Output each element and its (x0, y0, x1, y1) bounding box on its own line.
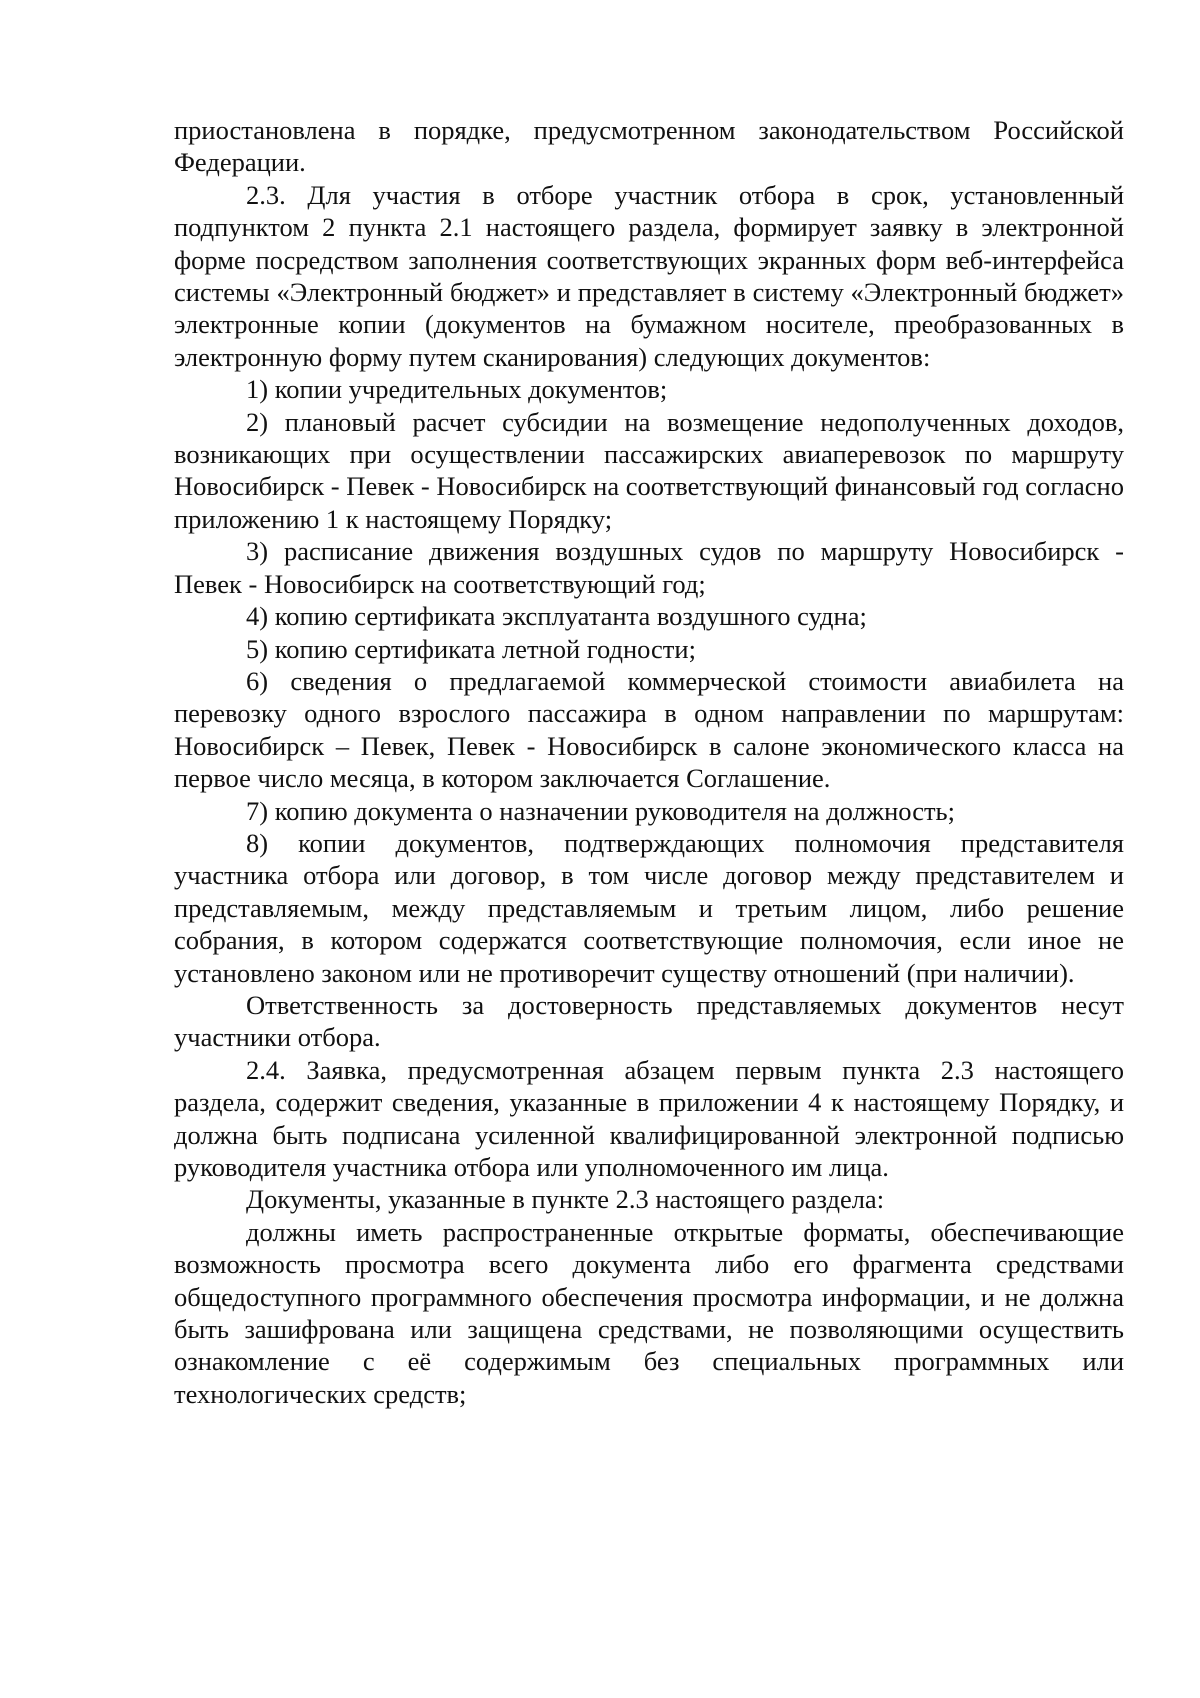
paragraph-responsibility: Ответственность за достоверность представляемых документов несут участники отбора. (174, 989, 1124, 1053)
list-item-2: 2) плановый расчет субсидии на возмещение недополученных доходов, возникающих при осуществлении пассажирских авиаперевозок по маршруту Новосибирск - Певек - Новосибирск на соответствующий финансовый год согласно приложению 1 к настоящему Порядку; (174, 406, 1124, 534)
list-item-3: 3) расписание движения воздушных судов по маршруту Новосибирск - Певек - Новосибирск на соответствующий год; (174, 536, 1124, 599)
list-item-6: 6) сведения о предлагаемой коммерческой стоимости авиабилета на перевозку одного взрослого пассажира в одном направлении по маршрутам: Новосибирск – Певек, Певек - Новосибирск в салоне экономического класса на первое число месяца, в котором заключается Соглашение. (174, 665, 1124, 794)
list-item-8: 8) копии документов, подтверждающих полномочия представителя участника отбора или договор, в том числе договор между представителем и представляемым, между представляемым и третьим лицом, либо решение собрания, в котором содержатся соответствующие полномочия, если иное не установлено законом или не противоречит существу отношений (при наличии). (174, 827, 1124, 988)
paragraph-formats: должны иметь распространенные открытые форматы, обеспечивающие возможность просмотра всего документа либо его фрагмента средствами общедоступного программного обеспечения просмотра информации, и не должна быть зашифрована или защищена средствами, не позволяющими осуществить ознакомление с её содержимым без специальных программных или технологических средств; (174, 1216, 1124, 1409)
list-item-7: 7) копию документа о назначении руководителя на должность; (246, 795, 955, 826)
list-item-4: 4) копию сертификата эксплуатанта воздушного судна; (246, 601, 867, 632)
document-body (174, 114, 1124, 1410)
list-item-5: 5) копию сертификата летной годности; (246, 633, 696, 664)
paragraph-2-4: 2.4. Заявка, предусмотренная абзацем первым пункта 2.3 настоящего раздела, содержит сведения, указанные в приложении 4 к настоящему Порядку, и должна быть подписана усиленной квалифицированной электронной подписью руководителя участника отбора или уполномоченного им лица. (174, 1054, 1124, 1182)
paragraph-2-3: 2.3. Для участия в отборе участник отбора в срок, установленный подпунктом 2 пункта 2.1 настоящего раздела, формирует заявку в электронной форме посредством заполнения соответствующих экранных форм веб-интерфейса системы «Электронный бюджет» и представляет в систему «Электронный бюджет» электронные копии (документов на бумажном носителе, преобразованных в электронную форму путем сканирования) следующих документов: (174, 179, 1124, 372)
paragraph-documents-intro: Документы, указанные в пункте 2.3 настоящего раздела: (246, 1184, 885, 1215)
list-item-1: 1) копии учредительных документов; (246, 374, 668, 405)
paragraph-continuation: приостановлена в порядке, предусмотренном законодательством Российской Федерации. (174, 115, 1124, 178)
